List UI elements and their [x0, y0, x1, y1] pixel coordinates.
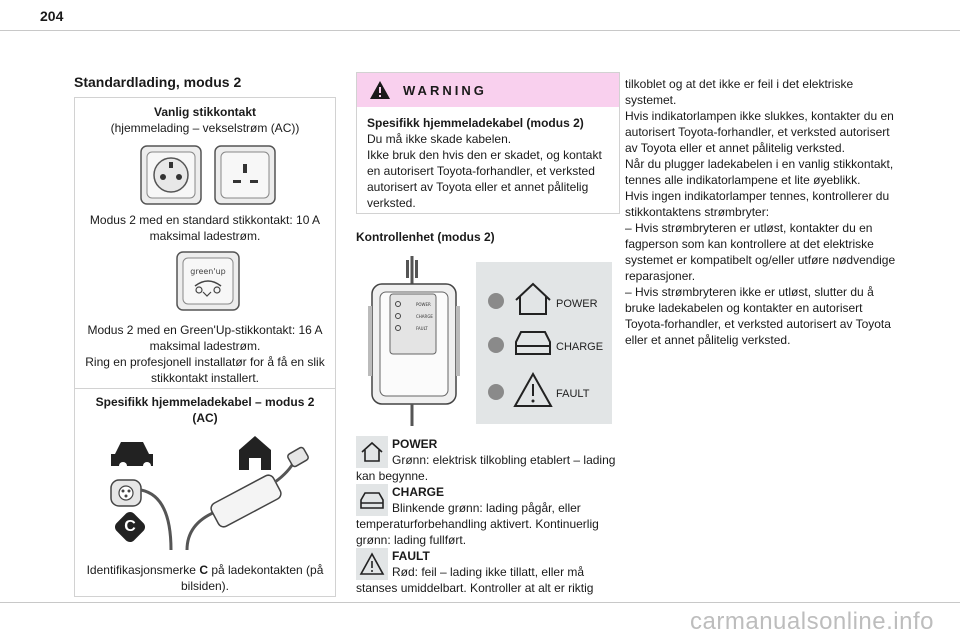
socket-title: Vanlig stikkontakt: [153, 105, 257, 119]
greenup-logo-text: green'up: [190, 267, 226, 276]
indicator-charge-name: CHARGE: [392, 485, 445, 499]
device-label-fault: FAULT: [416, 326, 428, 331]
greenup-socket-icon: [175, 250, 241, 312]
right-paragraph-3: Når du plugger ladekabelen i en vanlig stikkontakt, tennes alle indikatorlampene et lite øyeblikk.: [625, 157, 894, 187]
panel-warning-icon: [515, 374, 551, 406]
socket-subtitle: (hjemmelading – vekselstrøm (AC)): [110, 121, 300, 135]
house-icon: [239, 436, 271, 470]
indicator-fault-name: FAULT: [392, 549, 430, 563]
greenup-text: [85, 322, 325, 386]
device-label-power: POWER: [416, 302, 431, 307]
right-column-text: [625, 76, 903, 348]
uk-socket-icon: [215, 146, 275, 204]
panel-car-icon: [516, 332, 550, 354]
panel-label-power: POWER: [556, 298, 598, 310]
indicator-charge: [356, 484, 624, 548]
socket-illustrations: [139, 144, 279, 206]
watermark: carmanualsonline.info: [690, 608, 934, 635]
warning-title: Spesifikk hjemmeladekabel (modus 2): [367, 116, 584, 130]
indicator-panel: [476, 262, 612, 424]
right-paragraph-2: Hvis indikatorlampen ikke slukkes, kontakter du en autorisert Toyota-forhandler, et verksted autorisert av Toyota eller et annet pålitelig verksted.: [625, 109, 894, 155]
warning-body: [357, 107, 619, 219]
warning-box: [356, 72, 620, 214]
section-title: Standardlading, modus 2: [74, 74, 242, 90]
warning-header: [357, 73, 619, 107]
french-socket-icon: [141, 146, 201, 204]
id-text-bold: C: [199, 563, 208, 577]
page-number: 204: [40, 8, 64, 24]
warning-triangle-icon: [369, 80, 391, 100]
indicator-fault-text: Rød: feil – lading ikke tillatt, eller må stanses umiddelbart. Kontroller at alt er riktig: [356, 565, 594, 595]
footer-rule: [0, 602, 960, 603]
car-icon: [111, 442, 153, 470]
header-rule: [0, 30, 960, 31]
installer-text: Ring en profesjonell installatør for å få en slik stikkontakt installert.: [85, 355, 325, 385]
left-info-box: [74, 97, 336, 597]
warning-line-1: Du må ikke skade kabelen.: [367, 132, 512, 146]
indicator-charge-text: Blinkende grønn: lading pågår, eller temperaturforbehandling aktivert. Kontinuerlig grønn: lading fullført.: [356, 501, 599, 547]
warning-line-2: Ikke bruk den hvis den er skadet, og kontakt en autorisert Toyota-forhandler, et verksted autorisert av Toyota eller et annet pålitelig verksted.: [367, 148, 602, 210]
standard-socket-text: Modus 2 med en standard stikkontakt: 10 A maksimal ladestrøm.: [89, 213, 321, 243]
id-text-suffix: på ladekontakten (på bilsiden).: [180, 563, 324, 593]
right-paragraph-1: tilkoblet og at det ikke er feil i det elektriske systemet.: [625, 77, 854, 107]
panel-label-charge: CHARGE: [556, 341, 604, 353]
greenup-text-line: Modus 2 med en Green'Up-stikkontakt: 16 A maksimal ladestrøm.: [87, 323, 323, 353]
right-paragraph-6: – Hvis strømbryteren ikke er utløst, slutter du å bruke ladekabelen og kontakter en autorisert Toyota-forhandler, et verksted autorisert av Toyota eller et annet pålitelig verksted.: [625, 285, 891, 347]
indicator-power: [356, 436, 624, 484]
socket-heading: [75, 104, 335, 136]
control-unit-device: [366, 256, 462, 426]
cable-title: Spesifikk hjemmeladekabel – modus 2 (AC): [95, 395, 315, 425]
charge-car-icon: [356, 484, 388, 516]
c-badge-letter: C: [124, 518, 136, 535]
right-paragraph-5: – Hvis strømbryteren er utløst, kontakter du en fagperson som kan kontrollere at det elektriske systemet er kompatibelt og/eller utføre nødvendige reparasjoner.: [625, 221, 896, 283]
box-divider: [75, 388, 335, 389]
id-text-prefix: Identifikasjonsmerke: [86, 563, 200, 577]
panel-house-icon: [516, 284, 550, 314]
indicator-panel-graphics: [476, 262, 612, 424]
device-label-charge: CHARGE: [416, 314, 433, 319]
fault-warning-icon: [356, 548, 388, 580]
power-house-icon: [356, 436, 388, 468]
panel-label-fault: FAULT: [556, 388, 590, 400]
control-unit-title: Kontrollenhet (modus 2): [356, 230, 495, 244]
warning-label: WARNING: [403, 82, 487, 98]
indicator-power-name: POWER: [392, 437, 438, 451]
indicator-fault: [356, 548, 624, 596]
indicator-power-text: Grønn: elektrisk tilkobling etablert – lading kan begynne.: [356, 453, 616, 483]
id-text: [85, 562, 325, 594]
right-paragraph-4: Hvis ingen indikatorlamper tennes, kontrollerer du stikkontaktens strømbryter:: [625, 189, 890, 219]
